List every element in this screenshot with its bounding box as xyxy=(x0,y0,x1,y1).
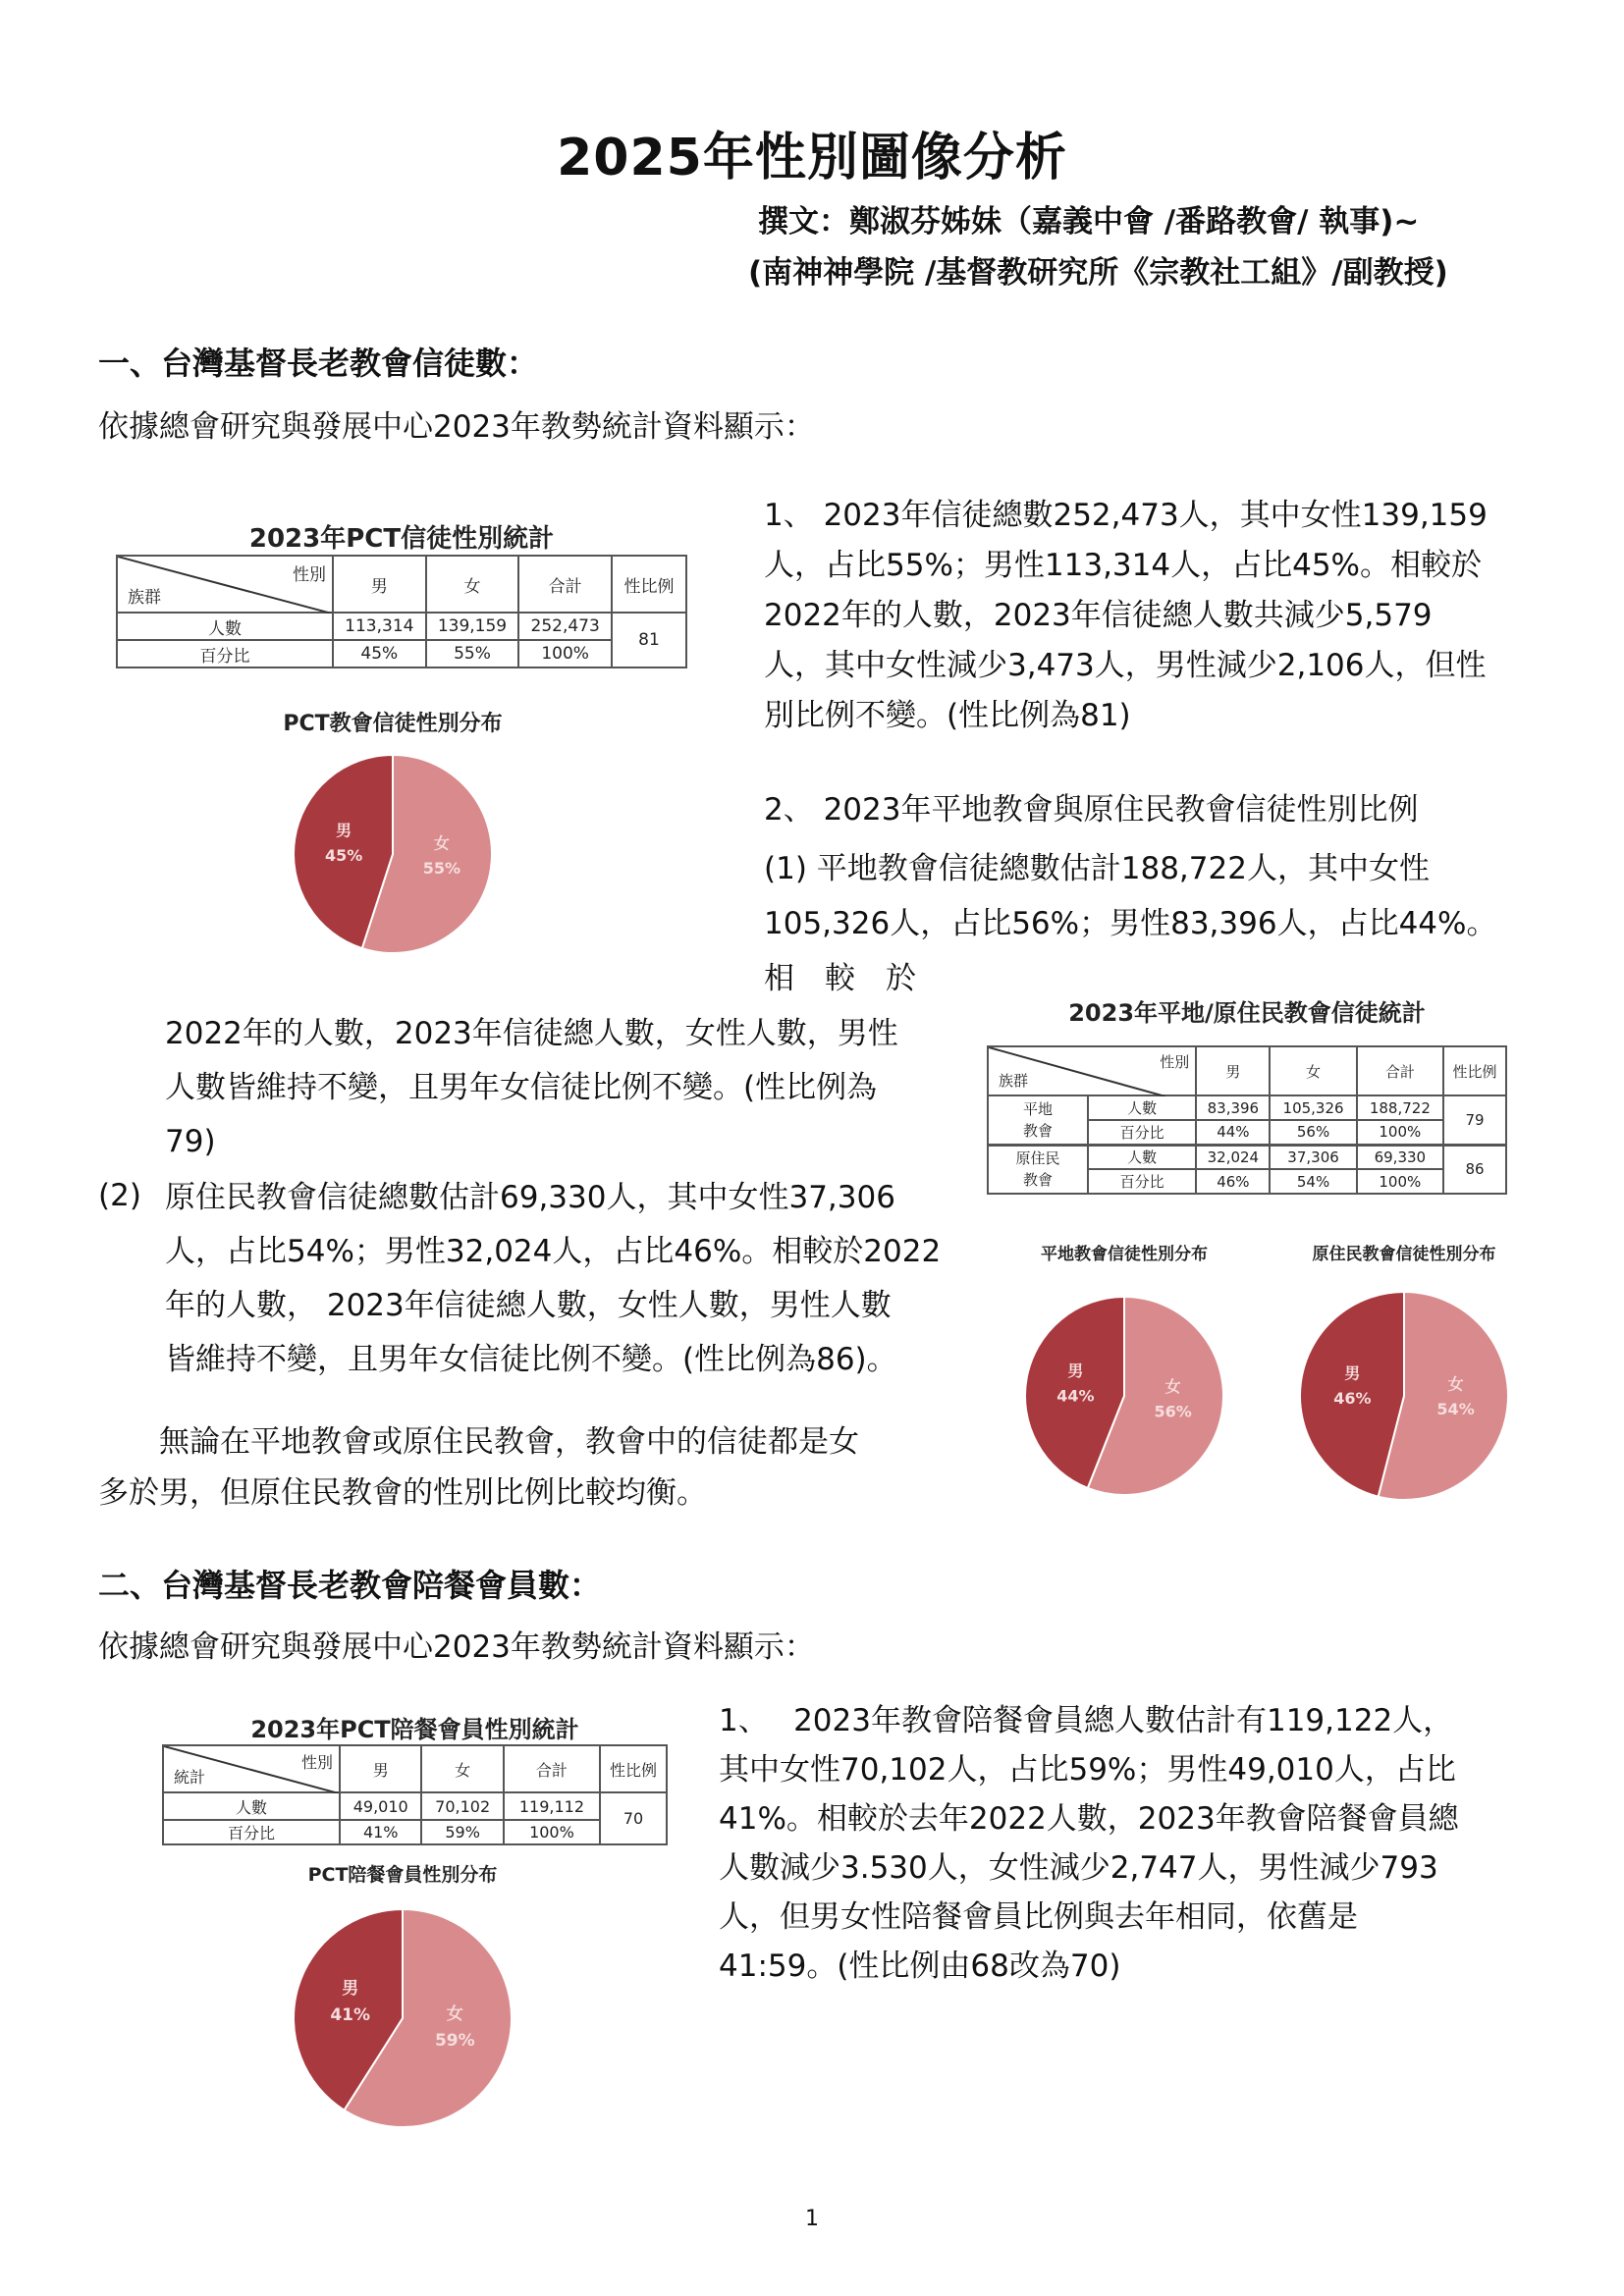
pie-category-label: 男 xyxy=(1067,1362,1084,1381)
header-female: 女 xyxy=(426,556,519,613)
group-name-top: 平地 xyxy=(1022,1099,1053,1118)
text-line: 別比例不變。(性比例為81) xyxy=(764,698,1131,733)
cell: 49,010 xyxy=(340,1792,421,1820)
group-name-top: 原住民 xyxy=(1015,1149,1060,1168)
text-line: 79) xyxy=(165,1124,216,1159)
pie-category-label: 女 xyxy=(1164,1376,1181,1396)
group-label xyxy=(988,1095,1088,1145)
pie-title: 平地教會信徒性別分布 xyxy=(1041,1245,1208,1264)
cell: 105,326 xyxy=(1270,1095,1356,1120)
section2-intro: 依據總會研究與發展中心2023年教勢統計資料顯示： xyxy=(98,1629,815,1665)
header-male: 男 xyxy=(1196,1046,1270,1095)
text-line: 人，但男女性陪餐會員比例與去年相同，依舊是 xyxy=(719,1899,1358,1935)
text-line: 2022年的人數，2023年信徒總人數共減少5,579 xyxy=(764,598,1433,633)
corner-top-label: 性別 xyxy=(293,565,326,585)
group-name-bottom: 教會 xyxy=(1022,1121,1053,1140)
cell: 113,314 xyxy=(333,613,426,640)
document-title: 2025年性別圖像分析 xyxy=(557,129,1067,187)
section1-point2-1-cont xyxy=(165,1007,898,1169)
section2-heading: 二、台灣基督長老教會陪餐會員數： xyxy=(98,1567,602,1604)
header-male: 男 xyxy=(340,1745,421,1792)
corner-top-label: 性別 xyxy=(1160,1053,1190,1071)
cell: 59% xyxy=(421,1820,503,1844)
cell: 100% xyxy=(1357,1169,1443,1194)
cell: 37,306 xyxy=(1270,1145,1356,1169)
pie-category-label: 男 xyxy=(342,1978,359,1999)
row-label: 百分比 xyxy=(163,1820,340,1844)
ratio-cell: 86 xyxy=(1443,1145,1506,1194)
pie-value-label: 56% xyxy=(1154,1402,1192,1421)
header-female: 女 xyxy=(1270,1046,1356,1095)
cell: 41% xyxy=(340,1820,421,1844)
pie-category-label: 男 xyxy=(1344,1363,1361,1383)
table1 xyxy=(116,555,687,668)
row-label: 人數 xyxy=(163,1792,340,1820)
text-line: 無論在平地教會或原住民教會，教會中的信徒都是女 xyxy=(98,1424,859,1460)
row-label: 百分比 xyxy=(117,640,333,667)
cell: 83,396 xyxy=(1196,1095,1270,1120)
text-line: 1、 2023年教會陪餐會員總人數估計有119,122人， xyxy=(719,1703,1454,1738)
pie-value-label: 41% xyxy=(330,2005,371,2026)
cell: 56% xyxy=(1270,1120,1356,1145)
pie-svg xyxy=(1011,1264,1237,1520)
section1-heading: 一、台灣基督長老教會信徒數： xyxy=(98,345,539,382)
table2 xyxy=(987,1045,1507,1195)
pie-title: PCT陪餐會員性別分布 xyxy=(307,1864,498,1886)
pie-title: PCT教會信徒性別分布 xyxy=(283,712,503,736)
header-total: 合計 xyxy=(504,1745,600,1792)
cell: 32,024 xyxy=(1196,1145,1270,1169)
ratio-cell: 81 xyxy=(612,613,686,667)
pie-svg xyxy=(1286,1264,1522,1520)
corner-bottom-label: 族群 xyxy=(128,588,161,608)
point2-2-marker: (2) xyxy=(98,1178,141,1213)
table2-title: 2023年平地/原住民教會信徒統計 xyxy=(1068,999,1426,1027)
text-line: 年的人數， 2023年信徒總人數，女性人數，男性人數 xyxy=(165,1288,892,1323)
table-row xyxy=(163,1792,667,1820)
table2-block xyxy=(987,993,1507,1195)
text-line: 原住民教會信徒總數估計69,330人，其中女性37,306 xyxy=(165,1180,895,1215)
table1-corner xyxy=(117,556,333,613)
row-label: 人數 xyxy=(1088,1145,1196,1169)
pie-value-label: 55% xyxy=(422,859,461,879)
header-female: 女 xyxy=(421,1745,503,1792)
section2-point1 xyxy=(719,1696,1459,1991)
text-line: 人，占比54%；男性32,024人，占比46%。相較於2022 xyxy=(165,1234,942,1269)
section1-point1 xyxy=(764,491,1488,741)
pie-value-label: 45% xyxy=(324,845,363,865)
table3 xyxy=(162,1744,668,1845)
cell: 100% xyxy=(504,1820,600,1844)
text-line: (1) 平地教會信徒總數估計188,722人，其中女性 xyxy=(764,851,1430,886)
section1-point2-heading: 2、 2023年平地教會與原住民教會信徒性別比例 xyxy=(764,792,1419,828)
cell: 55% xyxy=(426,640,519,667)
text-line: 1、 2023年信徒總數252,473人，其中女性139,159 xyxy=(764,498,1488,533)
table-row xyxy=(117,613,686,640)
corner-top-label: 性別 xyxy=(300,1753,333,1772)
header-ratio: 性比例 xyxy=(600,1745,667,1792)
text-line: 41%。相較於去年2022人數，2023年教會陪餐會員總 xyxy=(719,1801,1459,1837)
corner-bottom-label: 統計 xyxy=(174,1768,206,1787)
pie-title: 原住民教會信徒性別分布 xyxy=(1312,1245,1496,1264)
table3-block xyxy=(162,1710,668,1845)
header-male: 男 xyxy=(333,556,426,613)
pie-svg xyxy=(245,737,540,963)
table1-title: 2023年PCT信徒性別統計 xyxy=(248,524,555,554)
text-line: 41:59。(性比例由68改為70) xyxy=(719,1949,1121,1984)
text-line: 2022年的人數，2023年信徒總人數，女性人數，男性 xyxy=(165,1016,898,1051)
pie-category-label: 女 xyxy=(433,833,450,853)
cell: 139,159 xyxy=(426,613,519,640)
cell: 46% xyxy=(1196,1169,1270,1194)
header-total: 合計 xyxy=(1357,1046,1443,1095)
pie-chart-1 xyxy=(245,707,540,967)
table2-corner xyxy=(988,1046,1196,1095)
page-number: 1 xyxy=(805,2207,819,2231)
text-line: 人數皆維持不變，且男年女信徒比例不變。(性比例為 xyxy=(165,1070,878,1105)
text-line: 人，其中女性減少3,473人，男性減少2,106人，但性 xyxy=(764,648,1487,683)
section1-conclusion xyxy=(98,1416,859,1519)
cell: 119,112 xyxy=(504,1792,600,1820)
table-row xyxy=(163,1820,667,1844)
cell: 69,330 xyxy=(1357,1145,1443,1169)
author-line-2: (南神神學院 /基督教研究所《宗教社工組》/副教授) xyxy=(748,255,1448,291)
row-label: 人數 xyxy=(117,613,333,640)
row-label: 百分比 xyxy=(1088,1120,1196,1145)
pie-value-label: 44% xyxy=(1056,1386,1095,1406)
group-name-bottom: 教會 xyxy=(1022,1171,1053,1190)
section1-intro: 依據總會研究與發展中心2023年教勢統計資料顯示： xyxy=(98,409,815,445)
text-line: 人，占比55%；男性113,314人，占比45%。相較於 xyxy=(764,548,1482,583)
text-line: 其中女性70,102人，占比59%；男性49,010人，占比 xyxy=(719,1752,1456,1788)
header-ratio: 性比例 xyxy=(1443,1046,1506,1095)
pie-category-label: 女 xyxy=(1447,1374,1464,1394)
text-line: 相 較 於 xyxy=(764,961,916,996)
ratio-cell: 70 xyxy=(600,1792,667,1844)
pie-chart-3 xyxy=(1286,1240,1522,1523)
text-line: 皆維持不變，且男年女信徒比例不變。(性比例為86)。 xyxy=(165,1342,897,1377)
cell: 100% xyxy=(1357,1120,1443,1145)
pie-value-label: 46% xyxy=(1333,1389,1372,1409)
cell: 100% xyxy=(518,640,612,667)
table-row xyxy=(988,1095,1506,1120)
pie-category-label: 女 xyxy=(446,2004,463,2025)
text-line: 105,326人，占比56%；男性83,396人，占比44%。 xyxy=(764,906,1497,941)
author-line-1: 撰文：鄭淑芬姊妹（嘉義中會 /番路教會/ 執事)~ xyxy=(758,204,1420,240)
pie-value-label: 54% xyxy=(1436,1400,1475,1419)
pie-value-label: 59% xyxy=(434,2031,475,2052)
ratio-cell: 79 xyxy=(1443,1095,1506,1145)
cell: 54% xyxy=(1270,1169,1356,1194)
text-line: 多於男，但原住民教會的性別比例比較均衡。 xyxy=(98,1475,707,1511)
pie-chart-2 xyxy=(1011,1240,1237,1523)
row-label: 人數 xyxy=(1088,1095,1196,1120)
group-label xyxy=(988,1145,1088,1194)
text-line: 人數減少3.530人，女性減少2,747人，男性減少793 xyxy=(719,1850,1438,1886)
cell: 188,722 xyxy=(1357,1095,1443,1120)
header-ratio: 性比例 xyxy=(612,556,686,613)
pie-category-label: 男 xyxy=(336,821,352,840)
table3-title: 2023年PCT陪餐會員性別統計 xyxy=(250,1716,579,1743)
cell: 70,102 xyxy=(421,1792,503,1820)
table3-corner xyxy=(163,1745,340,1792)
section1-point2-2 xyxy=(165,1171,941,1387)
row-label: 百分比 xyxy=(1088,1169,1196,1194)
corner-bottom-label: 族群 xyxy=(999,1072,1029,1090)
table1-block xyxy=(116,518,687,668)
cell: 44% xyxy=(1196,1120,1270,1145)
pie-svg xyxy=(280,1887,525,2142)
table-row xyxy=(988,1145,1506,1169)
cell: 252,473 xyxy=(518,613,612,640)
cell: 45% xyxy=(333,640,426,667)
table-row xyxy=(117,640,686,667)
pie-chart-4 xyxy=(280,1860,525,2146)
section1-point2-1 xyxy=(764,841,1496,1006)
header-total: 合計 xyxy=(518,556,612,613)
